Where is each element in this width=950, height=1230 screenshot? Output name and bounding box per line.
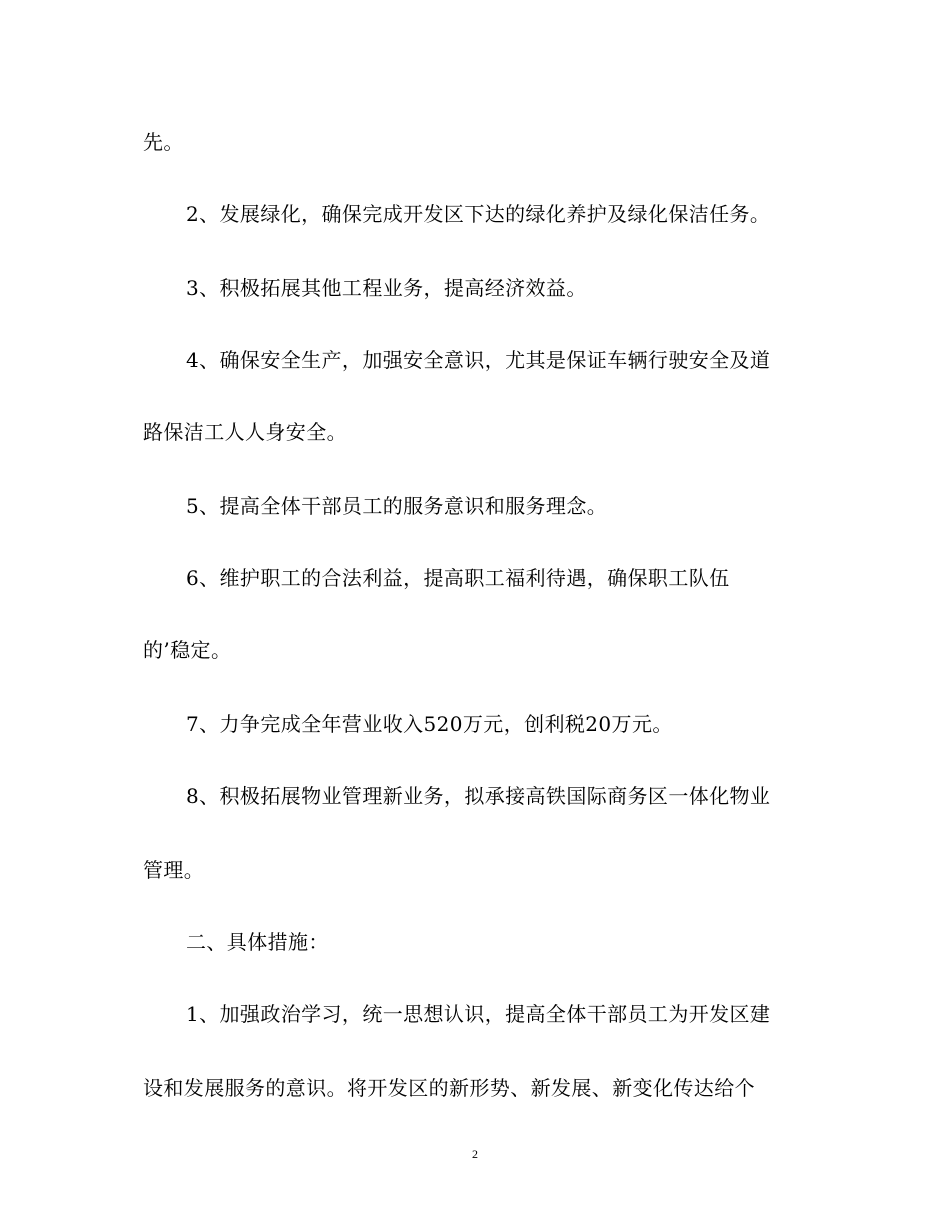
text-line: 8、积极拓展物业管理新业务，拟承接高铁国际商务区一体化物业 (186, 784, 771, 808)
text-line: 1、加强政治学习，统一思想认识，提高全体干部员工为开发区建 (186, 1002, 771, 1026)
section-heading: 二、具体措施： (186, 930, 329, 954)
text-line: 设和发展服务的意识。将开发区的新形势、新发展、新变化传达给个 (143, 1076, 755, 1100)
text-line: 5、提高全体干部员工的服务意识和服务理念。 (186, 494, 608, 518)
text-line: 3、积极拓展其他工程业务，提高经济效益。 (186, 276, 587, 300)
page-number: 2 (472, 1147, 478, 1161)
text-line: 先。 (143, 130, 184, 154)
text-line: 管理。 (143, 858, 205, 882)
text-line: 6、维护职工的合法利益，提高职工福利待遇，确保职工队伍 (186, 566, 730, 590)
text-line: 的’稳定。 (143, 638, 232, 662)
text-line: 4、确保安全生产，加强安全意识，尤其是保证车辆行驶安全及道 (186, 348, 771, 372)
text-line: 路保洁工人人身安全。 (143, 420, 347, 444)
text-line: 7、力争完成全年营业收入520万元，创利税20万元。 (186, 712, 673, 736)
text-line: 2、发展绿化，确保完成开发区下达的绿化养护及绿化保洁任务。 (186, 202, 771, 226)
